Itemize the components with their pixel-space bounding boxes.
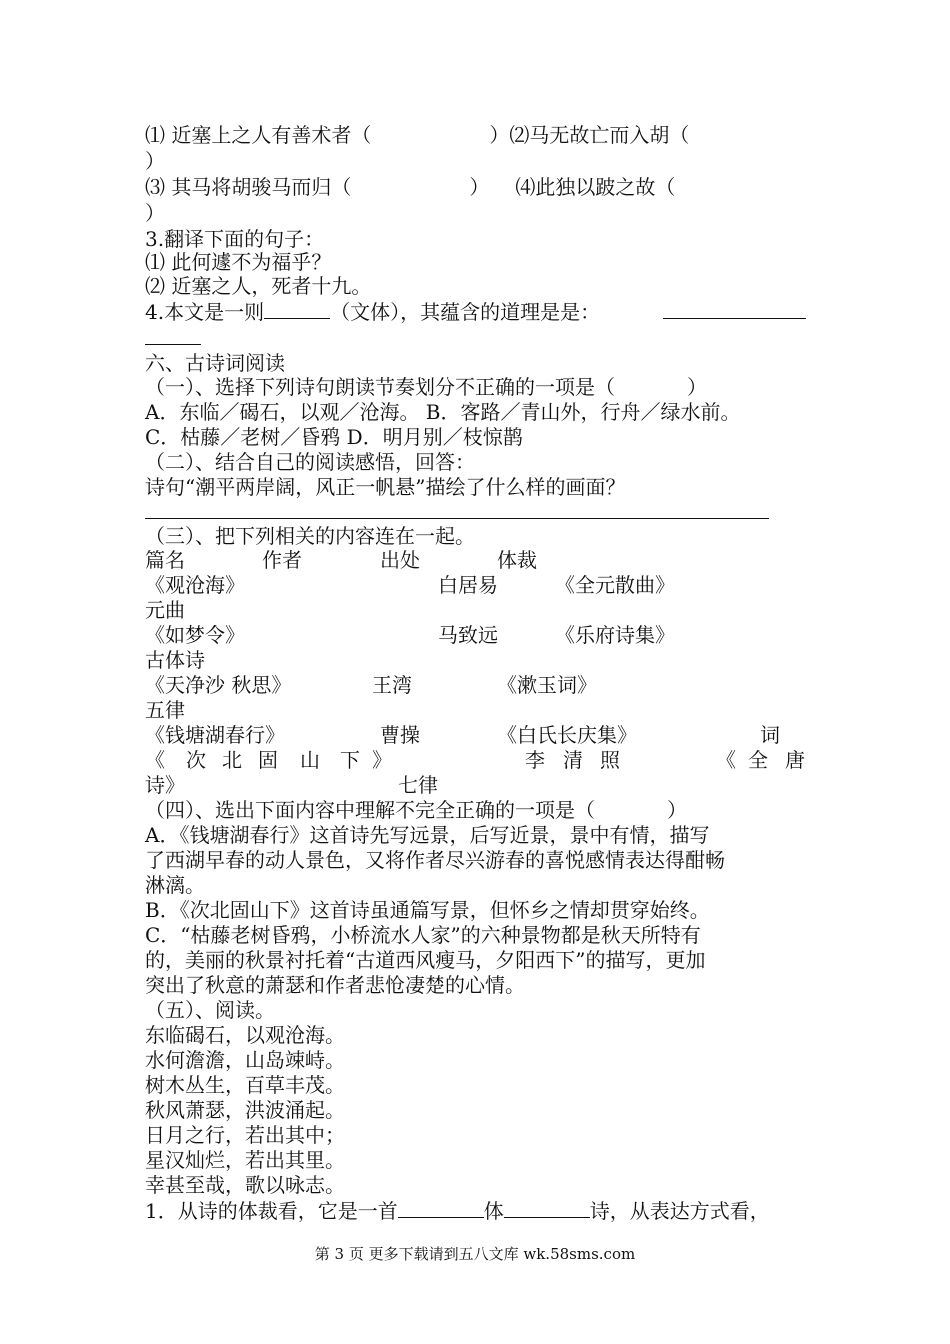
row-3-source: 《漱玉词》 — [497, 673, 597, 697]
q2-item-2: ）⑵马无故亡而入胡（ — [489, 123, 690, 147]
row-5-source-1: 《 — [716, 748, 736, 772]
part-4-option-b: B．《次北固山下》这首诗虽通篇写景，但怀乡之情却贯穿始终。 — [145, 898, 710, 922]
row-2-author: 马致远 — [438, 623, 498, 647]
part-2-sentence: 诗句“潮平两岸阔，风正一帆悬”描绘了什么样的画面？ — [145, 475, 626, 499]
row-1-author: 白居易 — [438, 573, 498, 597]
part-3-question: （三）、把下列相关的内容连在一起。 — [145, 524, 475, 548]
row-5-author-1: 李 — [525, 748, 545, 772]
row-4-author: 曹操 — [380, 723, 420, 747]
poem-line-5: 日月之行，若出其中； — [145, 1123, 345, 1147]
part-4-question-close: ） — [667, 798, 687, 822]
q2-line-1-close: ） — [145, 149, 165, 173]
part-2-answer-line — [145, 518, 769, 519]
part-1-question-close: ） — [687, 375, 707, 399]
part-4-option-c-3: 突出了秋意的萧瑟和作者悲怆凄楚的心情。 — [145, 973, 525, 997]
poem-line-7: 幸甚至哉，歌以咏志。 — [145, 1173, 345, 1197]
row-5-genre: 七律 — [398, 773, 438, 797]
part-1-question — [145, 374, 707, 400]
part-5-question: （五）、阅读。 — [145, 998, 275, 1022]
part-5-q1 — [145, 1197, 770, 1224]
q2-line-1 — [145, 122, 689, 148]
q2-item-3-close: ） — [469, 175, 490, 199]
row-2-source: 《乐府诗集》 — [555, 623, 675, 647]
part-1-question-text: （一）、选择下列诗句朗读节奏划分不正确的一项是（ — [145, 375, 615, 399]
row-5-author-2: 清 — [563, 748, 583, 772]
part-5-q1-blank-1 — [398, 1197, 484, 1218]
header-author: 作者 — [262, 548, 302, 572]
q4-blank-moral-cont — [145, 344, 201, 345]
part-4-question — [145, 797, 687, 823]
q4-suffix: （文体），其蕴含的道理是是： — [330, 300, 601, 324]
q2-line-2-close: ） — [145, 201, 165, 225]
header-title: 篇名 — [145, 548, 185, 572]
poem-line-2: 水何澹澹，山岛竦峙。 — [145, 1048, 345, 1072]
q4-prefix: 4.本文是一则 — [145, 300, 265, 324]
row-1-genre: 元曲 — [145, 598, 185, 622]
row-5-source-2: 全 — [748, 748, 768, 772]
row-5-source-4: 诗》 — [145, 773, 185, 797]
part-4-option-a-3: 淋漓。 — [145, 873, 205, 897]
page-footer: 第 3 页 更多下载请到五八文库 wk.58sms.com — [314, 1245, 636, 1263]
q4-blank-genre — [264, 298, 330, 319]
row-5-title-4: 固 — [258, 748, 278, 772]
part-5-q1-blank-2 — [504, 1197, 590, 1218]
row-5-title-2: 次 — [186, 748, 206, 772]
part-1-option-cd: C．枯藤／老树／昏鸦 D．明月别／枝惊鹊 — [145, 425, 523, 449]
row-5-title-6: 下 — [340, 748, 360, 772]
q2-item-3: ⑶ 其马将胡骏马而归（ — [145, 175, 352, 199]
row-5-title-1: 《 — [145, 748, 165, 772]
poem-line-6: 星汉灿烂，若出其里。 — [145, 1148, 345, 1172]
q2-item-4: ⑷此独以跛之故（ — [515, 175, 676, 199]
part-4-option-c-2: 的，美丽的秋景衬托着“古道西风瘦马，夕阳西下”的描写，更加 — [145, 948, 706, 972]
part-5-q1-suffix: 诗，从表达方式看， — [589, 1199, 770, 1223]
poem-line-4: 秋风萧瑟，洪波涌起。 — [145, 1098, 345, 1122]
row-4-source: 《白氏长庆集》 — [497, 723, 637, 747]
row-2-genre: 古体诗 — [145, 648, 205, 672]
row-3-title: 《天净沙 秋思》 — [145, 673, 292, 697]
row-5-author-3: 照 — [600, 748, 620, 772]
header-source: 出处 — [380, 548, 420, 572]
row-5-title-5: 山 — [300, 748, 320, 772]
q2-line-2 — [145, 174, 675, 200]
row-5-title-7: 》 — [372, 748, 392, 772]
section-6-title: 六、古诗词阅读 — [145, 351, 285, 375]
q2-item-1: ⑴ 近塞上之人有善术者（ — [145, 123, 372, 147]
header-genre: 体裁 — [497, 548, 537, 572]
row-1-title: 《观沧海》 — [145, 573, 245, 597]
part-4-question-text: （四）、选出下面内容中理解不完全正确的一项是（ — [145, 798, 595, 822]
part-1-option-ab: A．东临／碣石，以观／沧海。 B．客路／青山外，行舟／绿水前。 — [145, 400, 741, 424]
row-3-author: 王湾 — [372, 673, 412, 697]
part-4-option-a-1: A．《钱塘湖春行》这首诗先写远景，后写近景，景中有情，描写 — [145, 823, 710, 847]
q3-sentence-1: ⑴ 此何遽不为福乎？ — [145, 250, 332, 274]
q4-line — [145, 298, 600, 325]
row-4-title: 《钱塘湖春行》 — [145, 723, 285, 747]
poem-line-3: 树木丛生，百草丰茂。 — [145, 1073, 345, 1097]
row-5-title-3: 北 — [222, 748, 242, 772]
part-4-option-a-2: 了西湖早春的动人景色，又将作者尽兴游春的喜悦感情表达得酣畅 — [145, 848, 725, 872]
q3-sentence-2: ⑵ 近塞之人，死者十九。 — [145, 274, 372, 298]
row-3-genre: 五律 — [145, 698, 185, 722]
part-5-q1-prefix: 1．从诗的体裁看，它是一首 — [145, 1199, 398, 1223]
q4-blank-moral — [663, 318, 806, 319]
row-4-genre: 词 — [760, 723, 780, 747]
row-1-source: 《全元散曲》 — [555, 573, 675, 597]
q3-title: 3.翻译下面的句子： — [145, 227, 325, 251]
part-4-option-c-1: C．“枯藤老树昏鸦，小桥流水人家”的六种景物都是秋天所特有 — [145, 923, 701, 947]
row-5-source-3: 唐 — [785, 748, 805, 772]
row-2-title: 《如梦令》 — [145, 623, 245, 647]
part-5-q1-mid: 体 — [483, 1199, 504, 1223]
poem-line-1: 东临碣石，以观沧海。 — [145, 1023, 345, 1047]
part-2-question: （二）、结合自己的阅读感悟，回答： — [145, 450, 475, 474]
